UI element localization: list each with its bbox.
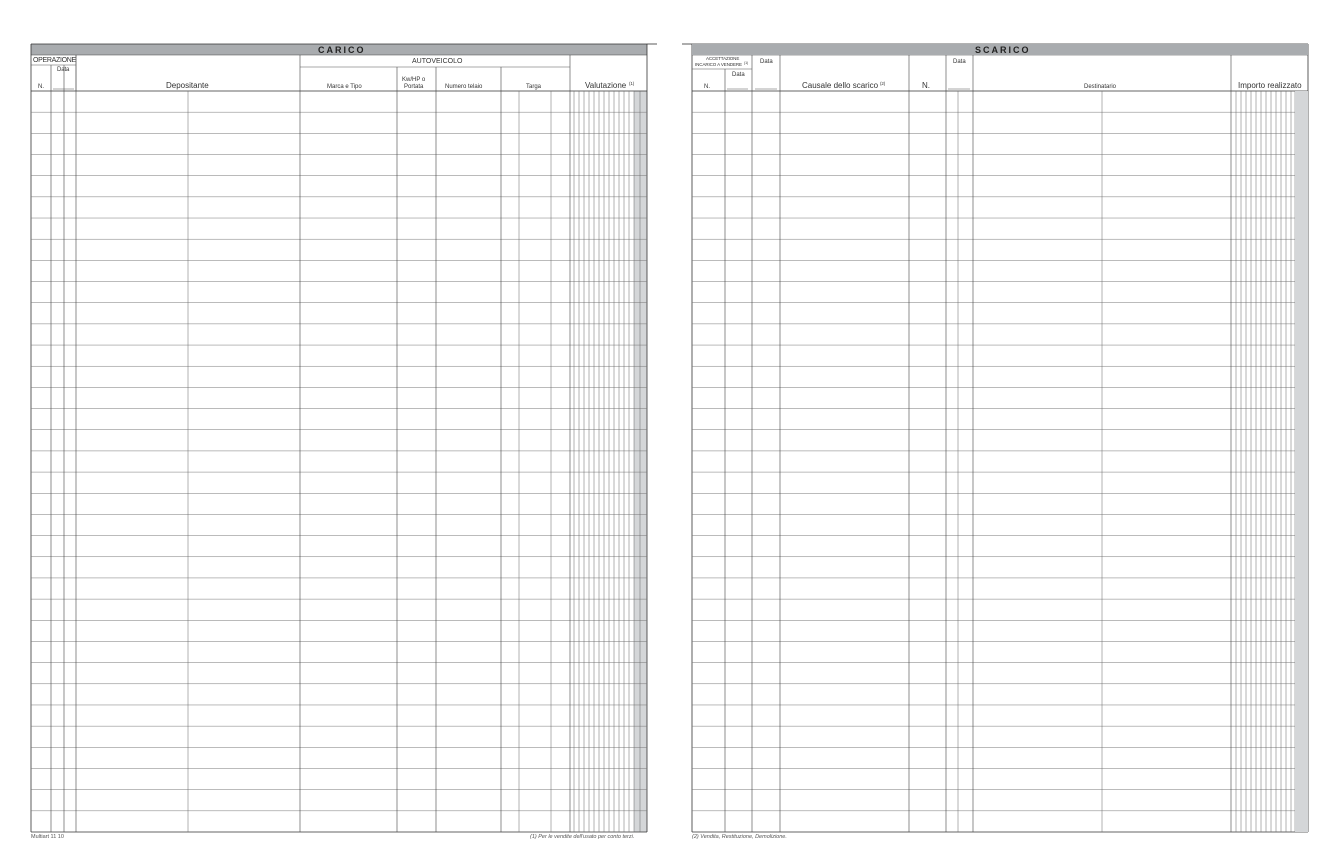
carico-footer-right: (1) Per le vendite dell'usato per conto terzi.: [530, 834, 635, 840]
scarico-data2-label: Data: [953, 59, 966, 65]
targa-label: Targa: [526, 84, 542, 90]
depositante-label: Depositante: [166, 81, 209, 90]
autoveicolo-label: AUTOVEICOLO: [412, 58, 463, 65]
kw-hp-label: Kw/HP o: [402, 77, 426, 83]
destinatario-label: Destinatario: [1084, 84, 1117, 90]
portata-label: Portata: [404, 84, 424, 90]
valutazione-note: (1): [629, 81, 635, 86]
carico-data-label: Data: [57, 67, 70, 73]
scarico-n2-label: N.: [922, 81, 930, 90]
scarico-data-label-inner: Data: [732, 72, 745, 78]
causale-label: Causale dello scarico: [802, 81, 879, 90]
importo-label: Importo realizzato: [1238, 81, 1302, 90]
scarico-footer: (2) Vendita, Restituzione, Demolizione.: [692, 834, 787, 840]
scarico-importo-shade: [1295, 91, 1308, 832]
carico-footer-left: Multiart 11 10: [31, 834, 64, 840]
causale-note: (2): [880, 81, 886, 86]
accettazione-note: (1): [744, 61, 748, 65]
carico-n-label: N.: [38, 84, 44, 90]
accettazione-label: ACCETTAZIONE: [706, 56, 740, 61]
scarico-title: SCARICO: [975, 45, 1031, 55]
marca-tipo-label: Marca e Tipo: [327, 84, 362, 90]
scarico-n-label: N.: [704, 84, 710, 90]
scarico-data-label-outer: Data: [760, 59, 773, 65]
carico-title: CARICO: [318, 45, 366, 55]
incarico-label: INCARICO A VENDERE: [695, 62, 742, 67]
numero-telaio-label: Numero telaio: [445, 84, 483, 90]
operazione-label: OPERAZIONE: [33, 57, 76, 64]
valutazione-label: Valutazione: [585, 81, 627, 90]
